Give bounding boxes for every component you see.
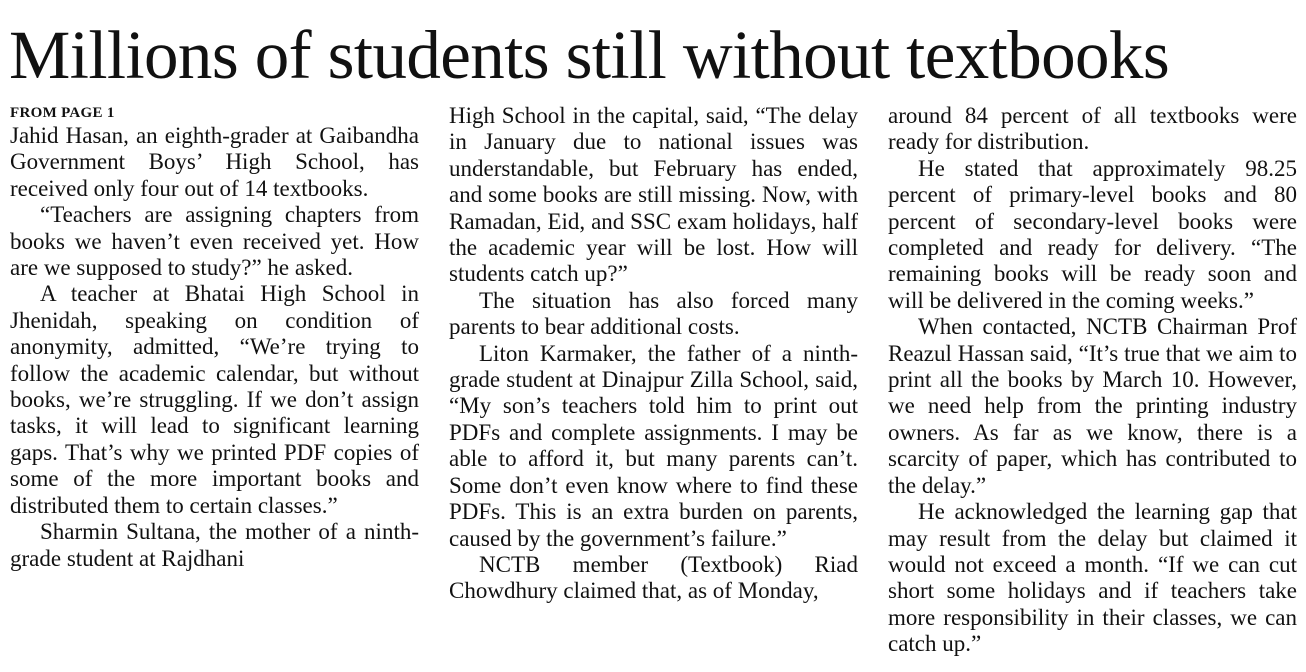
paragraph: around 84 percent of all textbooks were ready for distribution.	[888, 103, 1297, 155]
paragraph: When contacted, NCTB Chairman Prof Reazul Hassan said, “It’s true that we aim to print all the books by March 10. However, we need help from the printing industry owners. As far as we know, there is a scarcity of paper, which has contributed to the delay.”	[888, 314, 1297, 498]
paragraph: A teacher at Bhatai High School in Jhenidah, speaking on condition of anonymity, admitted, “We’re trying to follow the academic calendar, but without books, we’re struggling. If we don’t assign tasks, it will lead to significant learning gaps. That’s why we printed PDF copies of some of the more important books and distributed them to certain classes.”	[10, 281, 419, 518]
paragraph: Jahid Hasan, an eighth-grader at Gaibandha Government Boys’ High School, has received only four out of 14 textbooks.	[10, 123, 419, 201]
column-2	[449, 103, 858, 658]
paragraph: “Teachers are assigning chapters from books we haven’t even received yet. How are we supposed to study?” he asked.	[10, 202, 419, 281]
paragraph: The situation has also forced many parents to bear additional costs.	[449, 287, 858, 340]
headline: Millions of students still without textbooks	[9, 17, 1170, 93]
paragraph: High School in the capital, said, “The delay in January due to national issues was understandable, but February has ended, and some books are still missing. Now, with Ramadan, Eid, and SSC exam holidays, half the academic year will be lost. How will students catch up?”	[449, 103, 858, 287]
article-body	[10, 103, 1297, 658]
column-3	[888, 103, 1297, 658]
paragraph: NCTB member (Textbook) Riad Chowdhury claimed that, as of Monday,	[449, 551, 858, 604]
kicker: FROM PAGE 1	[10, 105, 115, 121]
column-1	[10, 103, 419, 658]
paragraph: He acknowledged the learning gap that may result from the delay but claimed it would not exceed a month. “If we can cut short some holidays and if teachers take more responsibility in their classes, we can catch up.”	[888, 499, 1297, 657]
paragraph: Sharmin Sultana, the mother of a ninth-grade student at Rajdhani	[10, 519, 419, 571]
paragraph: He stated that approximately 98.25 percent of primary-level books and 80 percent of secondary-level books were completed and ready for delivery. “The remaining books will be ready soon and will be delivered in the coming weeks.”	[888, 155, 1297, 313]
paragraph: Liton Karmaker, the father of a ninth-grade student at Dinajpur Zilla School, said, “My son’s teachers told him to print out PDFs and complete assignments. I may be able to afford it, but many parents can’t. Some don’t even know where to find these PDFs. This is an extra burden on parents, caused by the government’s failure.”	[449, 340, 858, 551]
